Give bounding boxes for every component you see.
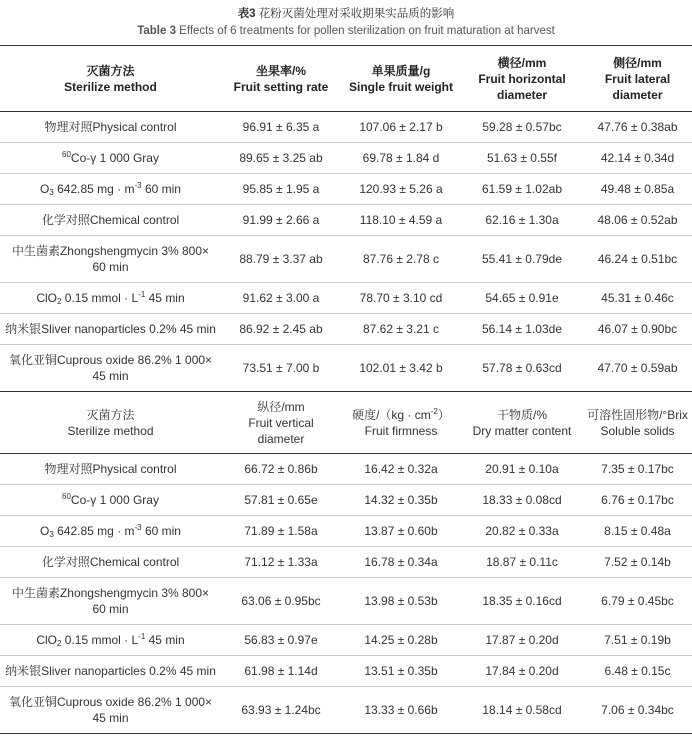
value-cell: 57.78 ± 0.63cd: [461, 345, 583, 392]
value-cell: 20.82 ± 0.33a: [461, 516, 583, 547]
value-cell: 59.28 ± 0.57bc: [461, 112, 583, 143]
value-cell: 55.41 ± 0.79de: [461, 236, 583, 283]
value-cell: 14.25 ± 0.28b: [341, 625, 461, 656]
method-cell: $^{60}$Co-γ 1 000 Gray: [0, 143, 221, 174]
value-cell: 18.87 ± 0.11c: [461, 547, 583, 578]
table-row: [0, 174, 692, 205]
table-row: [0, 485, 692, 516]
header-firmness: 硬度$/(kg \cdot cm^{-2})$ Fruit firmness: [341, 392, 461, 454]
method-cell: ClO$_2$ 0.15 mmol · $L^{-1}$ 45 min: [0, 283, 221, 314]
value-cell: 7.06 ± 0.34bc: [583, 687, 692, 734]
method-cell: 氧化亚铜Cuprous oxide 86.2% 1 000× 45 min: [0, 687, 221, 734]
value-cell: 47.76 ± 0.38ab: [583, 112, 692, 143]
method-cell: ClO$_2$ 0.15 mmol · $L^{-1}$ 45 min: [0, 625, 221, 656]
method-cell: 物理对照Physical control: [0, 112, 221, 143]
value-cell: 13.87 ± 0.60b: [341, 516, 461, 547]
value-cell: 13.98 ± 0.53b: [341, 578, 461, 625]
value-cell: 61.59 ± 1.02ab: [461, 174, 583, 205]
value-cell: 48.06 ± 0.52ab: [583, 205, 692, 236]
table-caption: [0, 0, 692, 39]
value-cell: 7.52 ± 0.14b: [583, 547, 692, 578]
value-cell: 16.42 ± 0.32a: [341, 454, 461, 485]
value-cell: 6.76 ± 0.17bc: [583, 485, 692, 516]
value-cell: 20.91 ± 0.10a: [461, 454, 583, 485]
table-row: [0, 516, 692, 547]
table-row: [0, 112, 692, 143]
value-cell: 107.06 ± 2.17 b: [341, 112, 461, 143]
value-cell: 18.33 ± 0.08cd: [461, 485, 583, 516]
value-cell: 89.65 ± 3.25 ab: [221, 143, 341, 174]
table-row: [0, 687, 692, 734]
value-cell: 46.24 ± 0.51bc: [583, 236, 692, 283]
value-cell: 16.78 ± 0.34a: [341, 547, 461, 578]
header-soluble-solids: 可溶性固形物/°Brix Soluble solids: [583, 392, 692, 454]
header-single-weight: 单果质量/g Single fruit weight: [341, 46, 461, 112]
value-cell: 18.35 ± 0.16cd: [461, 578, 583, 625]
value-cell: 18.14 ± 0.58cd: [461, 687, 583, 734]
value-cell: 51.63 ± 0.55f: [461, 143, 583, 174]
header-method: 灭菌方法 Sterilize method: [0, 46, 221, 112]
value-cell: 78.70 ± 3.10 cd: [341, 283, 461, 314]
value-cell: 91.62 ± 3.00 a: [221, 283, 341, 314]
method-cell: 物理对照Physical control: [0, 454, 221, 485]
value-cell: 46.07 ± 0.90bc: [583, 314, 692, 345]
table1-body: [0, 112, 692, 392]
table-row: [0, 547, 692, 578]
value-cell: 13.33 ± 0.66b: [341, 687, 461, 734]
value-cell: 87.76 ± 2.78 c: [341, 236, 461, 283]
value-cell: 120.93 ± 5.26 a: [341, 174, 461, 205]
table-row: [0, 283, 692, 314]
caption-zh: [0, 7, 692, 22]
value-cell: 71.12 ± 1.33a: [221, 547, 341, 578]
caption-zh-label: 表3: [237, 8, 256, 20]
method-cell: 中生菌素Zhongshengmycin 3% 800× 60 min: [0, 578, 221, 625]
caption-zh-text: 花粉灭菌处理对采收期果实品质的影响: [255, 8, 455, 20]
table1-header: [0, 46, 692, 112]
table-row: [0, 236, 692, 283]
value-cell: 17.87 ± 0.20d: [461, 625, 583, 656]
header-vertical-diameter: 纵径/mm Fruit vertical diameter: [221, 392, 341, 454]
table2-body: [0, 454, 692, 734]
value-cell: 7.51 ± 0.19b: [583, 625, 692, 656]
method-cell: 纳米银Sliver nanoparticles 0.2% 45 min: [0, 656, 221, 687]
value-cell: 42.14 ± 0.34d: [583, 143, 692, 174]
value-cell: 6.48 ± 0.15c: [583, 656, 692, 687]
value-cell: 102.01 ± 3.42 b: [341, 345, 461, 392]
value-cell: 49.48 ± 0.85a: [583, 174, 692, 205]
value-cell: 66.72 ± 0.86b: [221, 454, 341, 485]
value-cell: 61.98 ± 1.14d: [221, 656, 341, 687]
method-cell: 氧化亚铜Cuprous oxide 86.2% 1 000× 45 min: [0, 345, 221, 392]
table-row: [0, 454, 692, 485]
header-dry-matter: 干物质/% Dry matter content: [461, 392, 583, 454]
value-cell: 56.83 ± 0.97e: [221, 625, 341, 656]
value-cell: 54.65 ± 0.91e: [461, 283, 583, 314]
table-row: [0, 345, 692, 392]
value-cell: 91.99 ± 2.66 a: [221, 205, 341, 236]
value-cell: 62.16 ± 1.30a: [461, 205, 583, 236]
value-cell: 87.62 ± 3.21 c: [341, 314, 461, 345]
table-row: [0, 314, 692, 345]
value-cell: 14.32 ± 0.35b: [341, 485, 461, 516]
value-cell: 63.93 ± 1.24bc: [221, 687, 341, 734]
method-cell: 纳米银Sliver nanoparticles 0.2% 45 min: [0, 314, 221, 345]
table-row: [0, 625, 692, 656]
value-cell: 17.84 ± 0.20d: [461, 656, 583, 687]
value-cell: 71.89 ± 1.58a: [221, 516, 341, 547]
caption-en-text: Effects of 6 treatments for pollen sterilization on fruit maturation at harvest: [175, 25, 555, 37]
method-cell: $O_3$ 642.85 mg · $m^{-3}$ 60 min: [0, 174, 221, 205]
header-lateral-diameter: 侧径/mm Fruit lateral diameter: [583, 46, 692, 112]
header-method: 灭菌方法 Sterilize method: [0, 392, 221, 454]
value-cell: 47.70 ± 0.59ab: [583, 345, 692, 392]
table2-header: [0, 392, 692, 454]
value-cell: 57.81 ± 0.65e: [221, 485, 341, 516]
table-row: [0, 205, 692, 236]
header-setting-rate: 坐果率/% Fruit setting rate: [221, 46, 341, 112]
method-cell: 化学对照Chemical control: [0, 205, 221, 236]
value-cell: 95.85 ± 1.95 a: [221, 174, 341, 205]
value-cell: 7.35 ± 0.17bc: [583, 454, 692, 485]
value-cell: 13.51 ± 0.35b: [341, 656, 461, 687]
table-row: [0, 143, 692, 174]
value-cell: 45.31 ± 0.46c: [583, 283, 692, 314]
method-cell: 中生菌素Zhongshengmycin 3% 800× 60 min: [0, 236, 221, 283]
value-cell: 56.14 ± 1.03de: [461, 314, 583, 345]
value-cell: 69.78 ± 1.84 d: [341, 143, 461, 174]
method-cell: $O_3$ 642.85 mg · $m^{-3}$ 60 min: [0, 516, 221, 547]
header-horizontal-diameter: 横径/mm Fruit horizontal diameter: [461, 46, 583, 112]
value-cell: 63.06 ± 0.95bc: [221, 578, 341, 625]
table-row: [0, 578, 692, 625]
method-cell: 化学对照Chemical control: [0, 547, 221, 578]
value-cell: 118.10 ± 4.59 a: [341, 205, 461, 236]
value-cell: 8.15 ± 0.48a: [583, 516, 692, 547]
caption-en-label: Table 3: [137, 25, 176, 37]
value-cell: 6.79 ± 0.45bc: [583, 578, 692, 625]
method-cell: $^{60}$Co-γ 1 000 Gray: [0, 485, 221, 516]
value-cell: 86.92 ± 2.45 ab: [221, 314, 341, 345]
caption-en: [0, 23, 692, 39]
value-cell: 88.79 ± 3.37 ab: [221, 236, 341, 283]
table-row: [0, 656, 692, 687]
value-cell: 96.91 ± 6.35 a: [221, 112, 341, 143]
value-cell: 73.51 ± 7.00 b: [221, 345, 341, 392]
data-table: [0, 45, 692, 734]
